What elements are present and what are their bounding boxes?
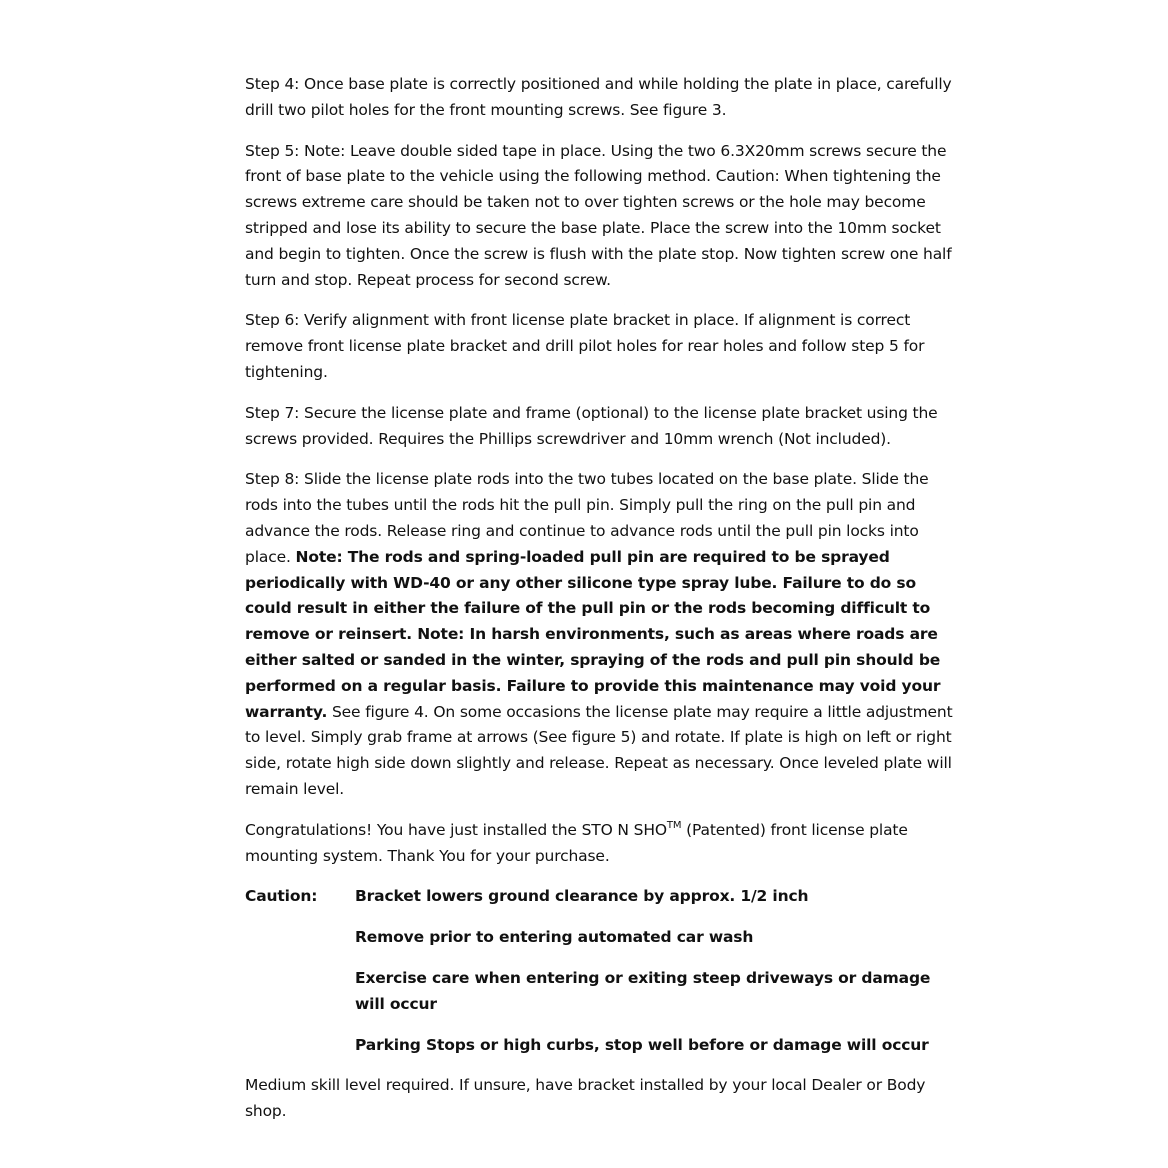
caution-row-3 — [245, 966, 965, 1018]
caution-item: Bracket lowers ground clearance by approx. 1/2 inch — [355, 887, 809, 906]
caution-row-4 — [245, 1033, 965, 1059]
caution-item: Remove prior to entering automated car wash — [355, 928, 754, 947]
congrats-before: Congratulations! You have just installed the STO N SHO — [245, 820, 667, 839]
step-7-paragraph: Step 7: Secure the license plate and frame (optional) to the license plate bracket using the screws provided. Requires the Phillips screwdriver and 10mm wrench (Not included). — [245, 403, 938, 448]
step-8-paragraph — [245, 467, 965, 802]
document-page — [245, 72, 965, 1140]
congratulations-paragraph — [245, 818, 965, 870]
congrats-after: (Patented) front license plate mounting system. Thank You for your purchase. — [245, 820, 908, 865]
step-8-rest: See figure 4. On some occasions the license plate may require a little adjustment to level. Simply grab frame at arrows (See figure 5) and rotate. If plate is high on left or right side, rotate high side down slightly and release. Repeat as necessary. Once leveled plate will remain level. — [245, 702, 953, 798]
caution-row-1 — [245, 884, 965, 910]
caution-label: Caution: — [245, 887, 318, 906]
caution-item: Exercise care when entering or exiting steep driveways or damage will occur — [355, 968, 931, 1013]
trademark-mark: TM — [666, 819, 682, 831]
skill-level-note: Medium skill level required. If unsure, have bracket installed by your local Dealer or Body shop. — [245, 1076, 926, 1121]
caution-item: Parking Stops or high curbs, stop well before or damage will occur — [355, 1035, 929, 1054]
step-6-paragraph: Step 6: Verify alignment with front license plate bracket in place. If alignment is correct remove front license plate bracket and drill pilot holes for rear holes and follow step 5 for tightening. — [245, 311, 925, 381]
step-5-paragraph: Step 5: Note: Leave double sided tape in place. Using the two 6.3X20mm screws secure the front of base plate to the vehicle using the following method. Caution: When tightening the screws extreme care should be taken not to over tighten screws or the hole may become stripped and lose its ability to secure the base plate. Place the screw into the 10mm socket and begin to tighten. Once the screw is flush with the plate stop. Now tighten screw one half turn and stop. Repeat process for second screw. — [245, 141, 952, 289]
step-8-intro: Step 8: Slide the license plate rods into the two tubes located on the base plate. Slide the rods into the tubes until the rods hit the pull pin. Simply pull the ring on the pull pin and advance the rods. Release ring and continue to advance rods until the pull pin locks into place. — [245, 470, 929, 566]
step-8-bold-note: Note: The rods and spring-loaded pull pin are required to be sprayed periodically with WD-40 or any other silicone type spray lube. Failure to do so could result in either the failure of the pull pin or the rods becoming difficult to remove or reinsert. Note: In harsh environments, such as areas where roads are either salted or sanded in the winter, spraying of the rods and pull pin should be performed on a regular basis. Failure to provide this maintenance may void your warranty. — [245, 547, 941, 721]
caution-row-2 — [245, 925, 965, 951]
step-4-paragraph: Step 4: Once base plate is correctly positioned and while holding the plate in place, carefully drill two pilot holes for the front mounting screws. See figure 3. — [245, 75, 952, 119]
